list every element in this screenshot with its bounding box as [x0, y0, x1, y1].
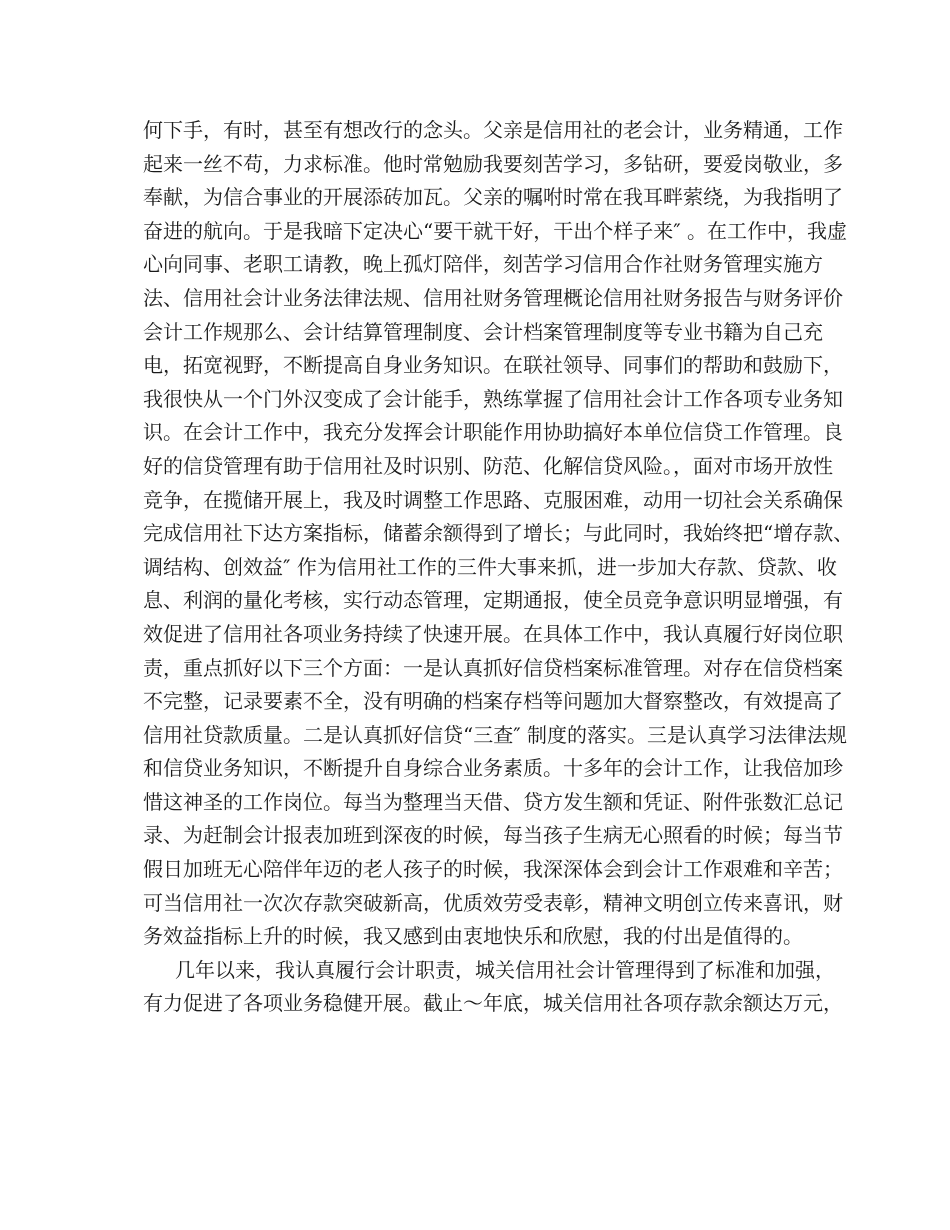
text-line: 有力促进了各项业务稳健开展。截止～年底，城关信用社各项存款余额达万元，: [143, 991, 843, 1016]
text-line: 会计工作规那么、会计结算管理制度、会计档案管理制度等专业书籍为自己充: [143, 319, 823, 344]
text-line: 法、信用社会计业务法律法规、信用社财务管理概论信用社财务报告与财务评价: [143, 285, 843, 310]
text-line: 务效益指标上升的时候，我又感到由衷地快乐和欣慰，我的付出是值得的。: [143, 924, 803, 949]
text-line: 调结构、创效益″ 作为信用社工作的三件大事来抓，进一步加大存款、贷款、收: [143, 554, 837, 579]
paragraph-start-line: 几年以来，我认真履行会计职责，城关信用社会计管理得到了标准和加强，: [175, 957, 835, 982]
text-line: 电，拓宽视野，不断提高自身业务知识。在联社领导、同事们的帮助和鼓励下，: [143, 353, 843, 378]
text-line: 我很快从一个门外汉变成了会计能手，熟练掌握了信用社会计工作各项专业务知: [143, 386, 843, 411]
text-line: 责，重点抓好以下三个方面：一是认真抓好信贷档案标准管理。对存在信贷档案: [143, 655, 843, 680]
text-line: 录、为赶制会计报表加班到深夜的时候，每当孩子生病无心照看的时候；每当节: [143, 823, 843, 848]
text-line: 何下手，有时，甚至有想改行的念头。父亲是信用社的老会计，业务精通，工作: [143, 118, 843, 142]
text-line: 完成信用社下达方案指标，储蓄余额得到了增长；与此同时，我始终把“增存款、: [143, 521, 854, 546]
text-line: 奋进的航向。于是我暗下定决心“要干就干好，干出个样子来″ 。在工作中，我虚: [143, 218, 848, 243]
text-line: 假日加班无心陪伴年迈的老人孩子的时候，我深深体会到会计工作艰难和辛苦；: [143, 857, 843, 882]
text-line: 识。在会计工作中，我充分发挥会计职能作用协助搞好本单位信贷工作管理。良: [143, 420, 843, 445]
text-line: 可当信用社一次次存款突破新高，优质效劳受表彰，精神文明创立传来喜讯，财: [143, 890, 843, 915]
text-line: 奉献，为信合事业的开展添砖加瓦。父亲的嘱咐时常在我耳畔萦绕，为我指明了: [143, 185, 843, 210]
text-line: 起来一丝不苟，力求标准。他时常勉励我要刻苦学习，多钻研，要爱岗敬业，多: [143, 151, 843, 176]
text-line: 效促进了信用社各项业务持续了快速开展。在具体工作中，我认真履行好岗位职: [143, 621, 843, 646]
text-line: 息、利润的量化考核，实行动态管理，定期通报，使全员竞争意识明显增强，有: [143, 588, 843, 613]
text-line: 心向同事、老职工请教，晚上孤灯陪伴，刻苦学习信用合作社财务管理实施方: [143, 252, 823, 277]
text-line: 信用社贷款质量。二是认真抓好信贷“三查″ 制度的落实。三是认真学习法律法规: [143, 722, 848, 747]
text-line: 和信贷业务知识，不断提升自身综合业务素质。十多年的会计工作，让我倍加珍: [143, 756, 843, 781]
text-line: 好的信贷管理有助于信用社及时识别、防范、化解信贷风险。，面对市场开放性: [143, 453, 833, 478]
text-line: 惜这神圣的工作岗位。每当为整理当天借、贷方发生额和凭证、附件张数汇总记: [143, 789, 843, 814]
body-text: [143, 114, 854, 1021]
text-line: 竞争，在揽储开展上，我及时调整工作思路、克服困难，动用一切社会关系确保: [143, 487, 843, 512]
text-line: 不完整，记录要素不全，没有明确的档案存档等问题加大督察整改，有效提高了: [143, 689, 843, 714]
